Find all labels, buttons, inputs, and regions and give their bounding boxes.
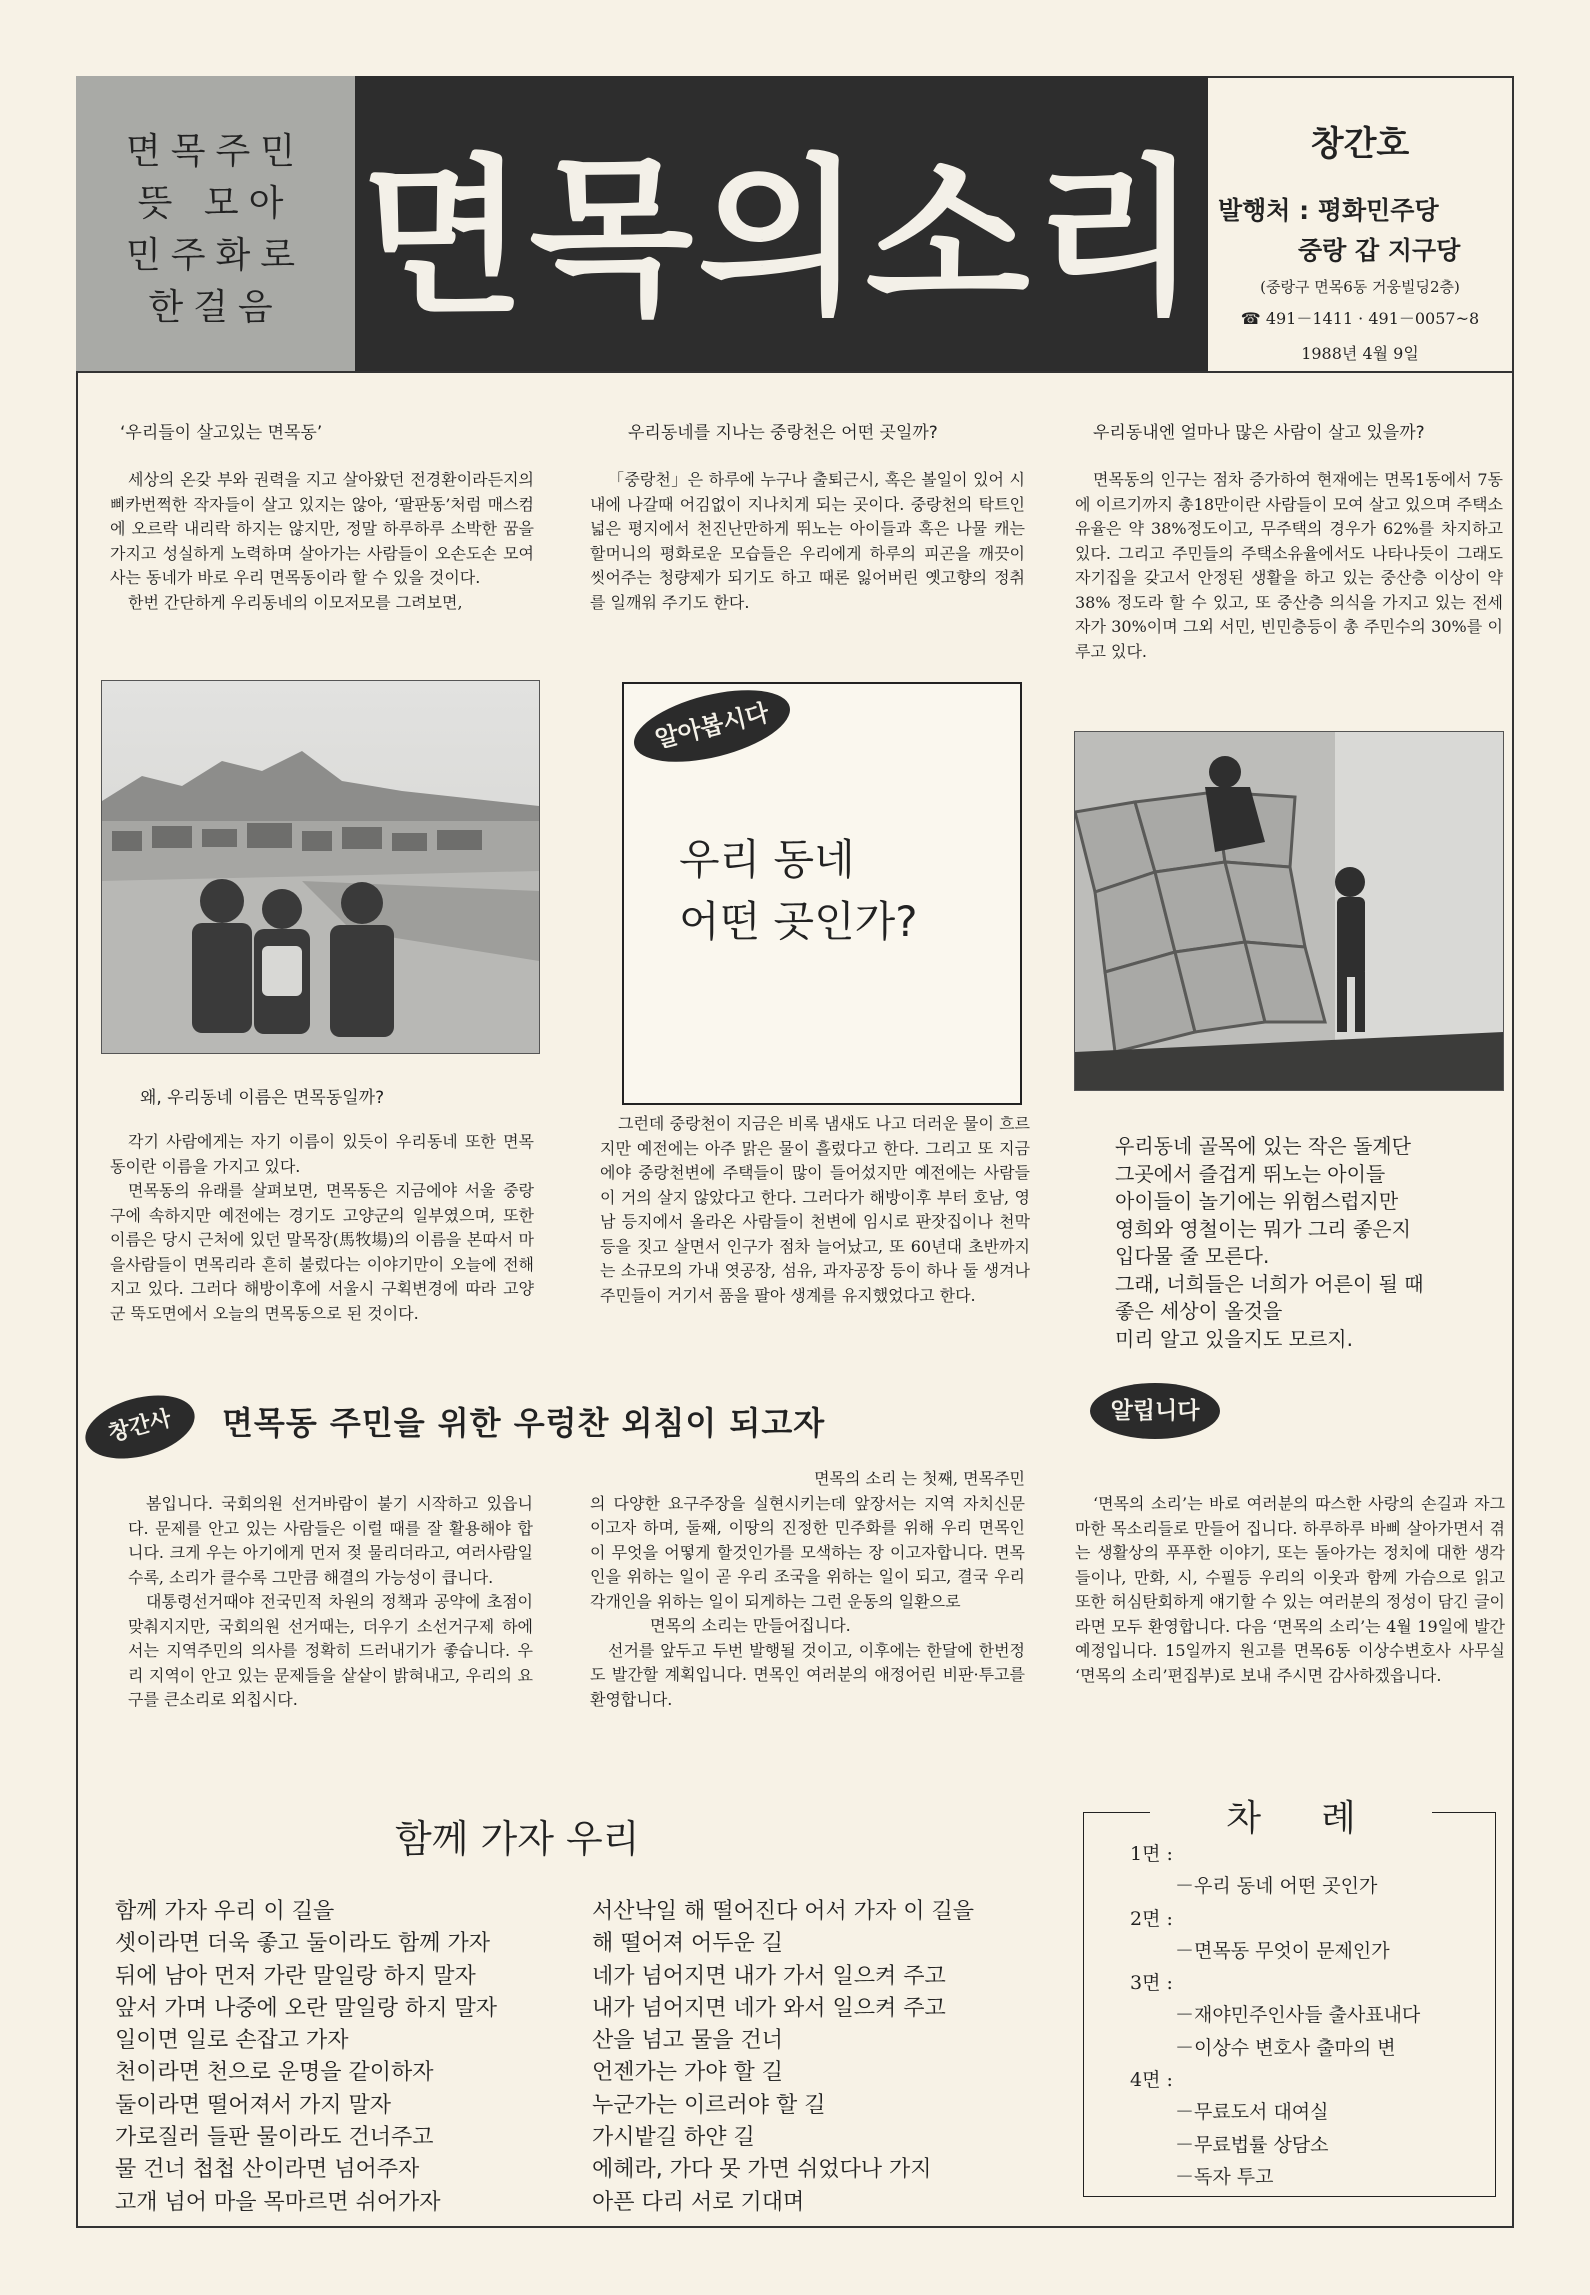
col3-text <box>1075 468 1503 664</box>
title-block <box>355 76 1208 371</box>
toc-item: －이상수 변호사 출마의 변 <box>1175 2036 1396 2059</box>
paragraph: 의 다양한 요구주장을 실현시키는데 앞장서는 지역 자치신문 이고자 하며, 둘째, 이땅의 진정한 민주화를 위해 우리 면목인이 무엇을 어떻게 할것인가를 모색하는 장 이고자합니다. 면목인을 위하는 일이 곧 우리 조국을 위하는 일이 되고, 결국 우리 각개인을 위하는 일이 되게하는 그런 운동의 일환으로 <box>590 1493 1025 1611</box>
paragraph: 면목동의 인구는 점차 증가하여 현재에는 면목1동에서 7동에 이르기까지 총18만이란 사람들이 모여 살고 있으며 주택소유율은 약 38%정도이고, 무주택의 경우가 62%를 차지하고 있다. 그리고 주민들의 주택소유율에서도 나타나듯이 그래도 자기집을 갖고서 안정된 생활을 하고 있는 중산층 이상이 약 38% 정도라 할 수 있고, 또 중산층 의식을 가지고 있는 전세자가 30%이며 그외 서민, 빈민층등이 총 주민수의 30%를 이루고 있다. <box>1075 470 1503 661</box>
song-line: 네가 넘어지면 내가 가서 일으켜 주고 <box>592 1963 946 1989</box>
song-left <box>115 1896 585 2219</box>
song-line: 뒤에 남아 먼저 가란 말일랑 하지 말자 <box>115 1963 476 1989</box>
poem-line: 영희와 영철이는 뭐가 그리 좋은지 <box>1115 1216 1411 1241</box>
toc-item: －독자 투고 <box>1175 2165 1274 2188</box>
song-line: 누군가는 이르러야 할 길 <box>592 2092 826 2118</box>
editorial-left <box>128 1492 533 1713</box>
toc-item: －우리 동네 어떤 곳인가 <box>1175 1875 1378 1898</box>
toc-item: －무료법률 상담소 <box>1175 2133 1329 2156</box>
paragraph: ‘면목의 소리’는 바로 여러분의 따스한 사랑의 손길과 자그마한 목소리들로 만들어 집니다. 하루하루 바삐 살아가면서 겪는 생활상의 푸푸한 이야기, 또는 돌아가는 정치에 대한 생각들이나, 만화, 시, 수필등 우리의 이웃과 함께 가슴으로 읽고 또한 허심탄회하게 얘기할 수 있는 여러분의 정성이 담긴 글이라면 모두 환영합니다. 다음 ‘면목의 소리’는 4월 19일에 발간예정입니다. 15일까지 원고를 면목6동 이상수변호사 사무실 ‘면목의 소리’편집부)로 보내 주시면 감사하겠읍니다. <box>1075 1494 1505 1685</box>
paragraph: 대통령선거때야 전국민적 차원의 정책과 공약에 초점이 맞춰지지만, 국회의원 선거때는, 더우기 소선거구제 하에서는 지역주민의 의사를 정확히 드러내기가 좋습니다. 우리 지역이 안고 있는 문제들을 샅샅이 밝혀내고, 우리의 요구를 큰소리로 외칩시다. <box>128 1592 533 1709</box>
feature-line2: 어떤 곳인가? <box>679 897 918 946</box>
toc-item: －재야민주인사들 출사표내다 <box>1175 2004 1421 2027</box>
masthead <box>76 76 1514 373</box>
feature-badge: 알아봅시다 <box>627 677 797 776</box>
slogan-block <box>76 76 355 371</box>
notice-text <box>1075 1492 1505 1688</box>
slogan-line: 한걸음 <box>148 287 283 328</box>
issue-date: 1988년 4월 9일 <box>1301 344 1419 363</box>
paragraph: 각기 사람에게는 자기 이름이 있듯이 우리동네 또한 면목동이란 이름을 가지고 있다. <box>110 1132 534 1176</box>
paragraph: 세상의 온갖 부와 권력을 지고 살아왔던 전경환이라든지의 삐카번쩍한 작자들이 살고 있지는 않아, ‘팔판동’처럼 매스컴에 오르락 내리락 하지는 않지만, 정말 하루하루 소박한 꿈을 가지고 성실하게 노력하며 살아가는 사람들이 오손도손 모여사는 동네가 바로 우리 면목동이라 할 수 있을 것이다. <box>110 470 534 587</box>
song-line: 해 떨어져 어두운 길 <box>592 1931 783 1957</box>
slogan-line: 면목주민 <box>125 131 306 172</box>
toc-page: 2면 : <box>1130 1907 1173 1930</box>
editorial-badge: 창간사 <box>78 1384 201 1469</box>
poem-line: 우리동네 골목에 있는 작은 돌계단 <box>1115 1134 1411 1158</box>
toc-title: 차례 <box>1150 1790 1432 1841</box>
paragraph: 한번 간단하게 우리동네의 이모저모를 그려보면, <box>128 592 463 612</box>
song-line: 함께 가자 우리 이 길을 <box>115 1899 335 1924</box>
publisher-address: (중랑구 면목6동 거웅빌딩2층) <box>1260 278 1460 296</box>
col1-heading2: 왜, 우리동네 이름은 면목동일까? <box>140 1088 385 1108</box>
col2-text <box>590 468 1025 615</box>
song-line: 천이라면 천으로 운명을 같이하자 <box>115 2060 434 2086</box>
poem-line: 아이들이 놀기에는 위험스럽지만 <box>1115 1189 1399 1213</box>
paragraph: 면목의 소리 는 첫째, 면목주민 <box>814 1469 1025 1488</box>
col1-text2 <box>110 1130 534 1326</box>
paragraph: 봄입니다. 국회의원 선거바람이 불기 시작하고 있읍니다. 문제를 안고 있는 사람들은 이럴 때를 잘 활용해야 합니다. 크게 우는 아기에게 먼저 젖 물리더라고, 여러사람일수록, 소리가 클수록 그만큼 해결의 가능성이 큽니다. <box>128 1494 533 1587</box>
editorial-right <box>590 1467 1025 1712</box>
song-line: 둘이라면 떨어져서 가지 말자 <box>115 2092 392 2118</box>
song-line: 산을 넘고 물을 건너 <box>592 2028 783 2054</box>
song-title: 함께 가자 우리 <box>395 1817 640 1861</box>
paragraph: 면목동의 유래를 살펴보면, 면목동은 지금에야 서울 중랑구에 속하지만 예전에는 경기도 고양군의 일부였으며, 또한 이름은 당시 근처에 있던 말목장(馬牧場)의 이름을 본따서 마을사람들이 면목리라 흔히 불렀다는 이야기만이 오늘에 전해지고 있다. 그러다 해방이후에 서울시 구획변경에 따라 고양군 뚝도면에서 오늘의 면목동으로 된 것이다. <box>110 1181 534 1323</box>
paragraph: 면목의 소리는 만들어집니다. <box>650 1616 851 1635</box>
song-line: 가시밭길 하얀 길 <box>592 2125 755 2151</box>
issue-info <box>1208 76 1512 371</box>
publisher-line2: 중랑 갑 지구당 <box>1298 236 1461 265</box>
poem-line: 입다물 줄 모른다. <box>1115 1244 1270 1268</box>
feature-line1: 우리 동네 <box>679 835 855 884</box>
toc-page: 3면 : <box>1130 1972 1173 1995</box>
song-line: 물 건너 첩첩 산이라면 넘어주자 <box>115 2157 420 2183</box>
neighborhood-children-photo <box>101 680 540 1054</box>
paragraph: 선거를 앞두고 두번 발행될 것이고, 이후에는 한달에 한번정도 발간할 계획입니다. 면목인 여러분의 애정어린 비판·투고를 환영합니다. <box>590 1640 1025 1709</box>
song-right <box>592 1896 1062 2219</box>
col1-text <box>110 468 534 615</box>
toc-item: －무료도서 대여실 <box>1175 2101 1329 2124</box>
poem-line: 미리 알고 있을지도 모르지. <box>1115 1326 1353 1351</box>
slogan-line: 뜻 모아 <box>137 183 294 224</box>
song-line: 셋이라면 더욱 좋고 둘이라도 함께 가자 <box>115 1931 490 1957</box>
paragraph: 「중랑천」은 하루에 누구나 출퇴근시, 혹은 볼일이 있어 시내에 나갈때 어김없이 지나치게 되는 곳이다. 중랑천의 탁트인 넓은 평지에서 천진난만하게 뛰노는 아이들과 혹은 나물 캐는 할머니의 평화로운 모습들은 우리에게 하루의 피곤을 깨끗이 씻어주는 청량제가 되기도 하고 때론 잃어버린 옛고향의 정취를 일깨워 주기도 한다. <box>590 470 1025 612</box>
slogan-line: 민주화로 <box>125 235 306 276</box>
poem-line: 좋은 세상이 올것을 <box>1115 1299 1283 1323</box>
notice-badge: 알립니다 <box>1090 1383 1220 1439</box>
col3-heading: 우리동내엔 얼마나 많은 사람이 살고 있을까? <box>1093 423 1425 443</box>
toc-item: －면목동 무엇이 문제인가 <box>1175 1939 1390 1962</box>
toc-page: 4면 : <box>1130 2069 1173 2092</box>
song-line: 에헤라, 가다 못 가면 쉬었다나 가지 <box>592 2157 932 2183</box>
issue-label: 창간호 <box>1310 124 1410 164</box>
song-line: 고개 넘어 마을 목마르면 쉬어가자 <box>115 2189 441 2215</box>
song-line: 가로질러 들판 물이라도 건너주고 <box>115 2125 434 2151</box>
publisher-phone: ☎ 491－1411 · 491－0057~8 <box>1240 309 1480 328</box>
song-line: 아픈 다리 서로 기대며 <box>592 2189 805 2215</box>
song-line: 서산낙일 해 떨어진다 어서 가자 이 길을 <box>592 1899 974 1924</box>
col2-heading: 우리동네를 지나는 중랑천은 어떤 곳일까? <box>628 423 938 443</box>
col3-poem <box>1115 1133 1505 1353</box>
editorial-title: 면목동 주민을 위한 우렁찬 외침이 되고자 <box>222 1404 826 1442</box>
paragraph: 그런데 중랑천이 지금은 비록 냄새도 나고 더러운 물이 흐르지만 예전에는 아주 맑은 물이 흘렀다고 한다. 그리고 또 지금에야 중랑천변에 주택들이 많이 들어섰지만 예전에는 사람들이 거의 살지 않았다고 한다. 그러다가 해방이후 부터 호남, 영남 등지에서 올라온 사람들이 천변에 임시로 판잣집이나 천막등을 짓고 살면서 인구가 점차 늘어났고, 또 60년대 초반까지는 소규모의 가내 엿공장, 섬유, 과자공장 등이 하나 둘 생겨나 주민들이 거기서 품을 팔아 생계를 유지했었다고 한다. <box>600 1114 1030 1305</box>
col2-text2 <box>600 1112 1030 1308</box>
song-line: 일이면 일로 손잡고 가자 <box>115 2028 349 2054</box>
song-line: 내가 넘어지면 네가 와서 일으켜 주고 <box>592 1995 946 2021</box>
toc-page: 1면 : <box>1130 1843 1173 1865</box>
publisher-line1: 발행처 : 평화민주당 <box>1218 196 1439 225</box>
poem-line: 그곳에서 즐겁게 뛰노는 아이들 <box>1115 1161 1386 1186</box>
toc-list <box>1130 1838 1420 2193</box>
newspaper-title: 면목의소리 <box>360 140 1203 338</box>
col1-heading: ‘우리들이 살고있는 면목동’ <box>120 423 323 443</box>
song-line: 앞서 가며 나중에 오란 말일랑 하지 말자 <box>115 1995 497 2021</box>
stone-steps-children-photo <box>1074 731 1504 1091</box>
song-line: 언젠가는 가야 할 길 <box>592 2060 783 2086</box>
poem-line: 그래, 너희들은 너희가 어른이 될 때 <box>1115 1271 1424 1296</box>
